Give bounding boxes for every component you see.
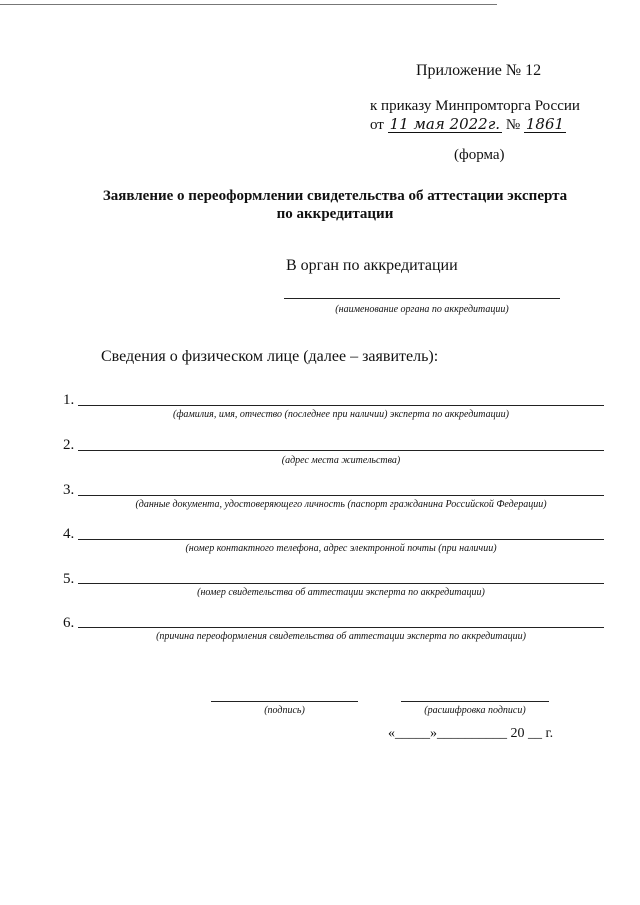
addressee-label: В орган по аккредитации	[286, 257, 458, 274]
field-number: 5.	[63, 571, 75, 587]
document-title: Заявление о переоформлении свидетельства об аттестации эксперта по аккредитации	[102, 188, 568, 222]
order-date-handwritten: 11 мая 2022г.	[389, 115, 501, 133]
field-number: 2.	[63, 437, 75, 453]
signature-line[interactable]	[211, 701, 358, 702]
signature-decode-line[interactable]	[401, 701, 549, 702]
order-from-label: от	[370, 117, 384, 133]
field-line-identity-document[interactable]	[78, 495, 604, 496]
field-caption-address: (адрес места жительства)	[281, 455, 401, 466]
addressee-caption: (наименование органа по аккредитации)	[335, 304, 509, 315]
field-line-certificate-number[interactable]	[78, 583, 604, 584]
field-caption-identity-document: (данные документа, удостоверяющего личность (паспорт гражданина Российской Федерации)	[135, 499, 547, 510]
signature-caption: (подпись)	[264, 705, 305, 716]
field-caption-contacts: (номер контактного телефона, адрес электронной почты (при наличии)	[185, 543, 497, 554]
appendix-number: Приложение № 12	[416, 62, 542, 79]
section-title: Сведения о физическом лице (далее – заявитель):	[101, 348, 439, 365]
field-number: 4.	[63, 526, 75, 542]
field-number: 1.	[63, 392, 75, 408]
order-date-number	[370, 116, 566, 134]
order-reference-text: к приказу Минпромторга России	[370, 98, 580, 114]
order-number-handwritten: 1861	[525, 115, 565, 133]
field-line-address[interactable]	[78, 450, 604, 451]
addressee-line[interactable]	[284, 298, 560, 299]
field-number: 6.	[63, 615, 75, 631]
form-mark: (форма)	[454, 147, 505, 163]
scan-edge-line	[0, 4, 497, 5]
field-number: 3.	[63, 482, 75, 498]
field-caption-full-name: (фамилия, имя, отчество (последнее при наличии) эксперта по аккредитации)	[173, 409, 509, 420]
date-line[interactable]: «_____»__________ 20 __ г.	[388, 726, 554, 741]
field-caption-certificate-number: (номер свидетельства об аттестации эксперта по аккредитации)	[197, 587, 485, 598]
field-line-full-name[interactable]	[78, 405, 604, 406]
field-line-reason[interactable]	[78, 627, 604, 628]
field-caption-reason: (причина переоформления свидетельства об аттестации эксперта по аккредитации)	[156, 631, 526, 642]
signature-decode-caption: (расшифровка подписи)	[424, 705, 526, 716]
field-line-contacts[interactable]	[78, 539, 604, 540]
order-no-label: №	[505, 117, 521, 133]
